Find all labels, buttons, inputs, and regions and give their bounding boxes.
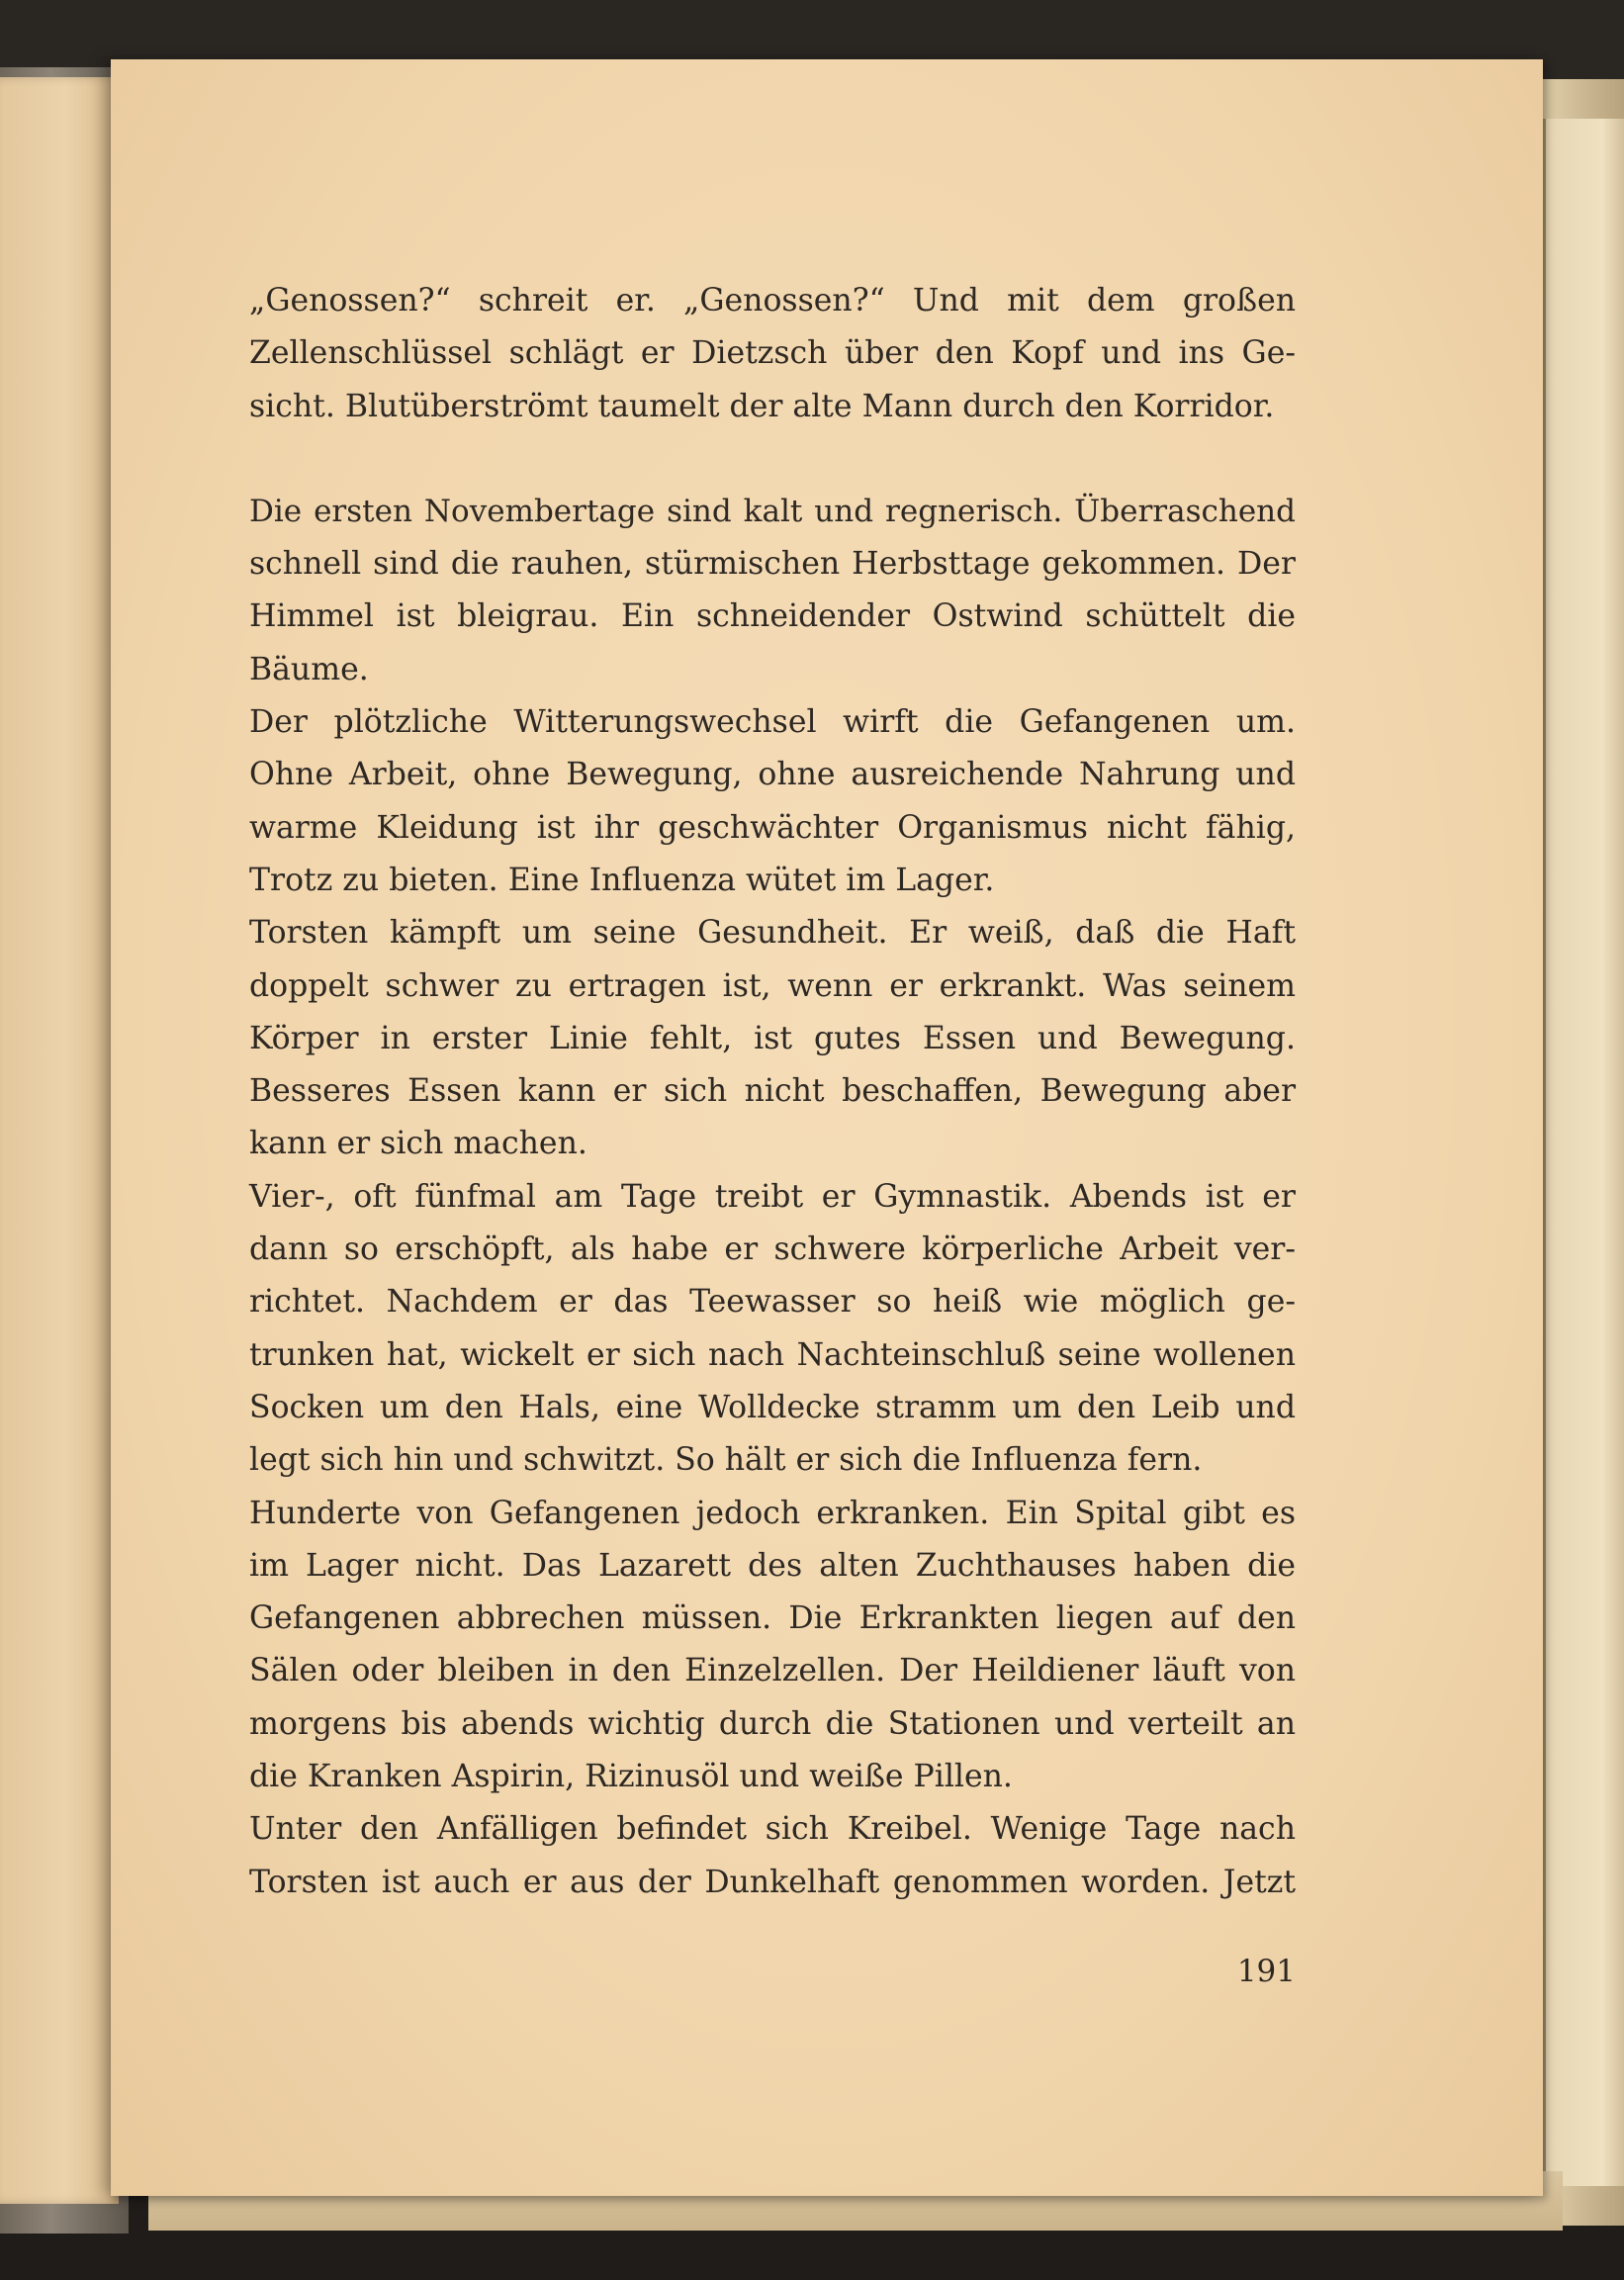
text-line: die Kranken Aspirin, Rizinusöl und weiße Pillen.	[249, 1759, 1013, 1795]
text-line: doppelt schwer zu ertragen ist, wenn er erkrankt. Was seinem	[249, 967, 1296, 1004]
page-number: 191	[1236, 1954, 1296, 1989]
page-stack-edge	[1543, 119, 1624, 2186]
text-line: Bäume.	[249, 651, 369, 687]
paragraph	[249, 486, 1296, 696]
text-line: Zellenschlüssel schlägt er Dietzsch über den Kopf und ins Ge-	[249, 335, 1296, 372]
book-page	[111, 59, 1543, 2196]
text-line: kann er sich machen.	[249, 1126, 587, 1162]
text-line: warme Kleidung ist ihr geschwächter Organismus nicht fähig,	[249, 809, 1296, 846]
text-line: Die ersten Novembertage sind kalt und regnerisch. Überraschend	[249, 493, 1296, 529]
text-line: Sälen oder bleiben in den Einzelzellen. Der Heildiener läuft von	[249, 1653, 1296, 1689]
text-line: sicht. Blutüberströmt taumelt der alte Mann durch den Korridor.	[249, 388, 1275, 424]
paragraph	[249, 1803, 1296, 1909]
text-line: Hunderte von Gefangenen jedoch erkranken. Ein Spital gibt es	[249, 1495, 1296, 1531]
paragraph	[249, 907, 1296, 1170]
text-line: dann so erschöpft, als habe er schwere körperliche Arbeit ver-	[249, 1231, 1296, 1268]
text-line: morgens bis abends wichtig durch die Stationen und verteilt an	[249, 1705, 1296, 1742]
text-line: legt sich hin und schwitzt. So hält er sich die Influenza fern.	[249, 1442, 1203, 1479]
text-line: im Lager nicht. Das Lazarett des alten Zuchthauses haben die	[249, 1547, 1296, 1584]
paragraph	[249, 696, 1296, 907]
text-line: Torsten kämpft um seine Gesundheit. Er weiß, daß die Haft	[249, 915, 1296, 952]
text-line: richtet. Nachdem er das Teewasser so heiß wie möglich ge-	[249, 1284, 1296, 1321]
text-line: Unter den Anfälligen befindet sich Kreibel. Wenige Tage nach	[249, 1811, 1296, 1848]
paragraph	[249, 1171, 1296, 1488]
text-line: Trotz zu bieten. Eine Influenza wütet im Lager.	[249, 862, 995, 898]
text-line: Socken um den Hals, eine Wolldecke stramm um den Leib und	[249, 1389, 1296, 1425]
text-line: Körper in erster Linie fehlt, ist gutes Essen und Bewegung.	[249, 1020, 1296, 1056]
text-line: Gefangenen abbrechen müssen. Die Erkrankten liegen auf den	[249, 1600, 1296, 1637]
body-text	[249, 275, 1296, 1909]
paragraph	[249, 1488, 1296, 1804]
text-line: Ohne Arbeit, ohne Bewegung, ohne ausreichende Nahrung und	[249, 757, 1296, 793]
text-line: Der plötzliche Witterungswechsel wirft die Gefangenen um.	[249, 704, 1296, 741]
text-line: Himmel ist bleigrau. Ein schneidender Ostwind schüttelt die	[249, 598, 1296, 635]
text-line: „Genossen?“ schreit er. „Genossen?“ Und mit dem großen	[249, 283, 1296, 319]
section-break	[249, 433, 1296, 486]
text-line: schnell sind die rauhen, stürmischen Herbsttage gekommen. Der	[249, 546, 1296, 583]
paragraph	[249, 275, 1296, 433]
text-line: trunken hat, wickelt er sich nach Nachteinschluß seine wollenen	[249, 1336, 1296, 1373]
text-line: Besseres Essen kann er sich nicht beschaffen, Bewegung aber	[249, 1073, 1296, 1110]
text-line: Torsten ist auch er aus der Dunkelhaft genommen worden. Jetzt	[249, 1864, 1296, 1900]
left-page-edge	[0, 77, 119, 2204]
text-line: Vier-, oft fünfmal am Tage treibt er Gymnastik. Abends ist er	[249, 1178, 1296, 1215]
